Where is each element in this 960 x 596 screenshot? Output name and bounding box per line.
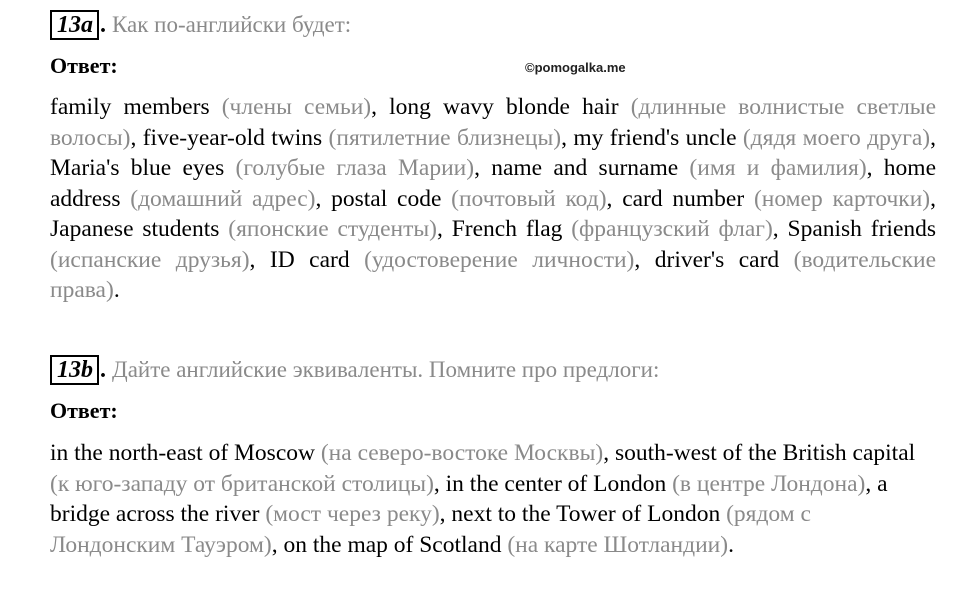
separator: , — [634, 246, 641, 273]
english-phrase: in the north-east of Moscow — [50, 440, 315, 466]
russian-translation: (удостоверение личности) — [364, 246, 635, 273]
russian-translation: (к юго-западу от британской столицы) — [50, 470, 434, 497]
english-phrase: Spanish friends — [787, 216, 937, 242]
separator: . — [113, 277, 120, 303]
english-phrase: ID card — [269, 246, 350, 273]
english-phrase: driver's card — [654, 246, 780, 273]
separator: , — [315, 185, 322, 212]
separator: , — [930, 124, 936, 151]
russian-translation: (на карте Шотландии) — [507, 531, 729, 558]
separator: , — [249, 246, 256, 273]
russian-translation: (домашний адрес) — [130, 185, 316, 212]
english-phrase: French flag — [451, 216, 563, 242]
russian-translation: (в центре Лондона) — [672, 470, 866, 497]
english-phrase: in the center of London — [445, 470, 667, 497]
separator: , — [439, 501, 446, 527]
english-phrase: postal code — [331, 185, 442, 212]
english-phrase: on the map of Scotland — [283, 531, 502, 558]
russian-translation: (члены семьи) — [221, 94, 372, 120]
separator: . — [728, 531, 734, 558]
russian-translation: (испанские друзья) — [50, 246, 250, 273]
task-number-dot: . — [100, 357, 106, 383]
english-phrase: next to the Tower of London — [451, 501, 721, 527]
site-watermark: ©pomogalka.me — [525, 60, 626, 75]
separator: , — [271, 531, 278, 558]
english-phrase: long wavy blonde hair — [389, 94, 619, 120]
english-phrase: a bridge across the river — [50, 470, 888, 527]
task-prompt: Как по-английски будет: — [112, 12, 352, 37]
separator: , — [606, 185, 613, 212]
english-phrase: south-west of the British capital — [614, 440, 916, 466]
english-phrase: family members — [50, 94, 210, 120]
separator: , — [772, 216, 779, 242]
russian-translation: (японские студенты) — [228, 216, 437, 242]
task-prompt: Дайте английские эквиваленты. Помните про предлоги: — [112, 357, 660, 382]
russian-translation: (французский флаг) — [571, 216, 773, 242]
answer-paragraph-13a — [50, 92, 936, 306]
separator: , — [603, 440, 610, 466]
english-phrase: Japanese students — [50, 216, 220, 242]
task-13a-header — [50, 10, 351, 40]
russian-translation: (почтовый код) — [451, 185, 607, 212]
separator: , — [433, 470, 440, 497]
english-phrase: card number — [622, 185, 745, 212]
task-13b-header — [50, 355, 659, 385]
separator: , — [865, 470, 872, 497]
task-number-dot: . — [100, 12, 106, 38]
russian-translation: (мост через реку) — [265, 501, 440, 527]
russian-translation: (водительские права) — [50, 246, 937, 303]
task-number-badge: 13b — [50, 355, 99, 385]
russian-translation: (дядя моего друга) — [742, 124, 931, 151]
russian-translation: (длинные волнистые светлые волосы) — [50, 94, 937, 151]
separator: , — [371, 94, 377, 120]
separator: , — [930, 185, 937, 212]
separator: , — [474, 155, 480, 181]
english-phrase: five-year-old twins — [142, 124, 323, 151]
russian-translation: (пятилетние близнецы) — [328, 124, 562, 151]
answer-paragraph-13b — [50, 438, 940, 560]
russian-translation: (на северо-востоке Москвы) — [320, 440, 604, 466]
russian-translation: (рядом с Лондонским Тауэром) — [50, 501, 811, 558]
english-phrase: my friend's uncle — [573, 124, 737, 151]
russian-translation: (имя и фамилия) — [689, 155, 867, 181]
english-phrase: home address — [50, 155, 937, 212]
english-phrase: name and surname — [491, 155, 679, 181]
separator: , — [866, 155, 873, 181]
separator: , — [437, 216, 443, 242]
answer-label: Ответ: — [50, 53, 118, 78]
task-number-badge: 13a — [50, 10, 99, 40]
separator: , — [130, 124, 137, 151]
separator: , — [561, 124, 568, 151]
russian-translation: (номер карточки) — [753, 185, 931, 212]
russian-translation: (голубые глаза Марии) — [235, 155, 475, 181]
english-phrase: Maria's blue eyes — [50, 155, 225, 181]
answer-label: Ответ: — [50, 398, 118, 423]
